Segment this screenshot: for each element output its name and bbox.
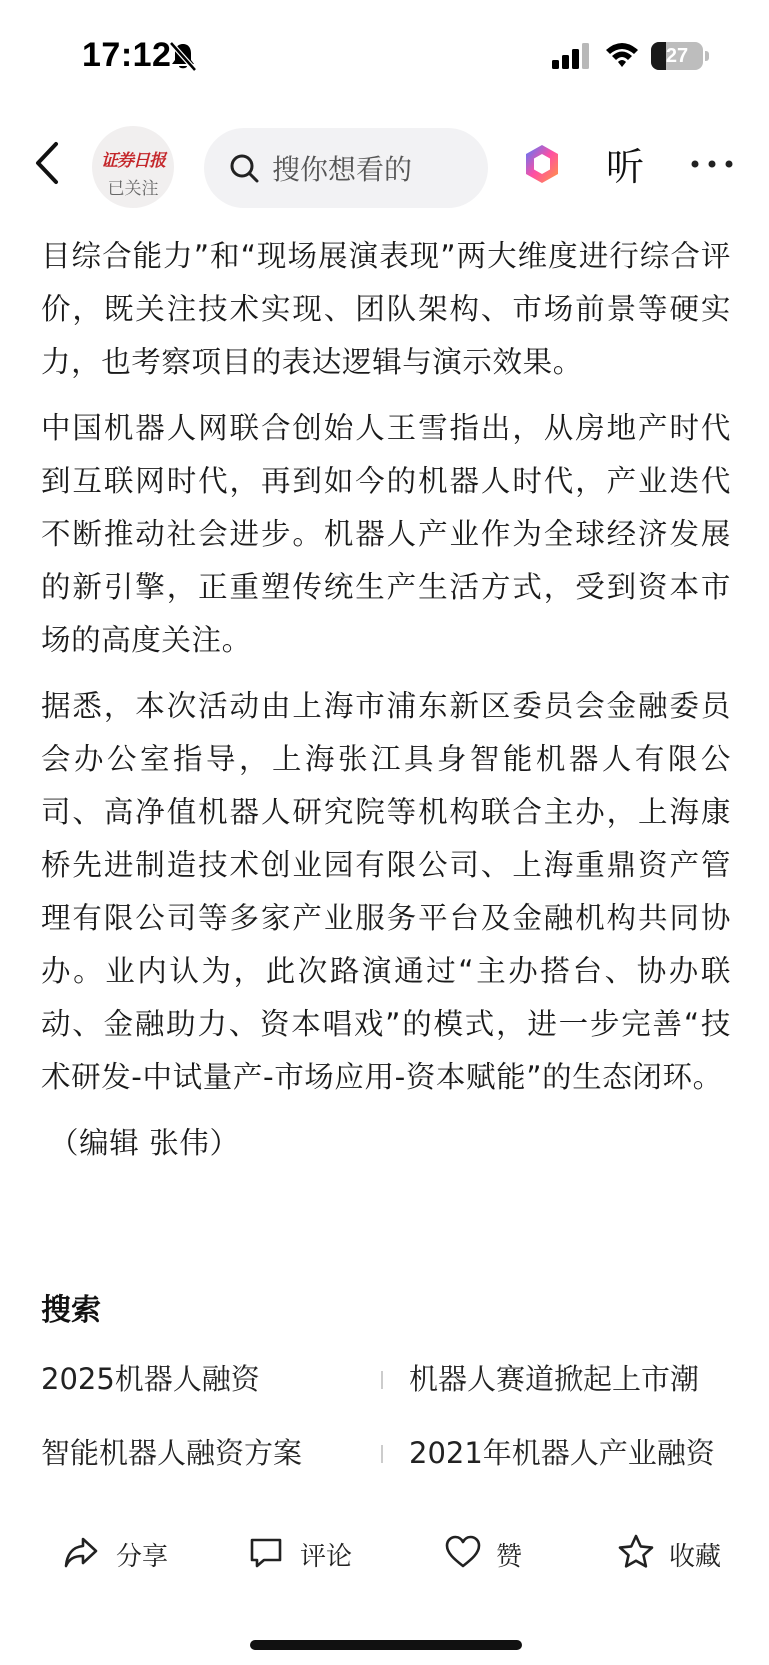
- article-paragraph: 据悉，本次活动由上海市浦东新区委员会金融委员会办公室指导，上海张江具身智能机器人有限公司、高净值机器人研究院等机构联合主办，上海康桥先进制造技术创业园有限公司、上海重鼎资产管理有限公司等多家产业服务平台及金融机构共同协办。业内认为，此次路演通过“主办搭台、协办联动、金融助力、资本唱戏”的模式，进一步完善“技术研发-中试量产-市场应用-资本赋能”的生态闭环。: [41, 689, 731, 1094]
- search-placeholder: 搜你想看的: [272, 153, 413, 186]
- home-indicator[interactable]: [250, 1640, 522, 1650]
- more-icon[interactable]: [690, 158, 734, 170]
- search-suggestion[interactable]: 机器人赛道掀起上市潮: [409, 1362, 700, 1396]
- back-button[interactable]: [28, 138, 68, 188]
- search-suggestion[interactable]: 2025机器人融资: [41, 1362, 260, 1396]
- share-button[interactable]: [62, 1520, 172, 1590]
- account-avatar[interactable]: [92, 126, 174, 208]
- suggestion-divider: [381, 1371, 383, 1389]
- share-icon: [62, 1533, 100, 1571]
- battery-cap: [705, 51, 709, 61]
- battery-level: 27: [665, 45, 689, 67]
- favorite-label: 收藏: [669, 1542, 722, 1572]
- bottom-action-bar: [0, 1520, 769, 1590]
- article-paragraph: 目综合能力”和“现场展演表现”两大维度进行综合评价，既关注技术实现、团队架构、市场前景等硬实力，也考察项目的表达逻辑与演示效果。: [41, 239, 731, 379]
- favorite-button[interactable]: [617, 1520, 727, 1590]
- heart-icon: [444, 1533, 482, 1571]
- search-suggestion[interactable]: 2021年机器人产业融资: [409, 1436, 715, 1470]
- article-editor: （编辑 张伟）: [49, 1126, 240, 1160]
- comment-label: 评论: [300, 1542, 353, 1572]
- wifi-icon: [604, 40, 640, 70]
- signal-icon: [552, 43, 590, 69]
- account-logo: 证券日报: [101, 151, 165, 171]
- comment-button[interactable]: [247, 1520, 357, 1590]
- listen-button[interactable]: 听: [606, 145, 645, 189]
- article-body: [41, 230, 731, 1183]
- share-label: 分享: [116, 1542, 169, 1572]
- search-icon: [228, 152, 260, 184]
- like-label: 赞: [496, 1542, 523, 1572]
- like-button[interactable]: [444, 1520, 524, 1590]
- battery-icon: [651, 42, 703, 70]
- search-heading: 搜索: [41, 1293, 101, 1328]
- article-paragraph: 中国机器人网联合创始人王雪指出，从房地产时代到互联网时代，再到如今的机器人时代，产业迭代不断推动社会进步。机器人产业作为全球经济发展的新引擎，正重塑传统生产生活方式，受到资本市场的高度关注。: [41, 411, 731, 657]
- search-input[interactable]: [204, 128, 488, 208]
- search-suggestion[interactable]: 智能机器人融资方案: [41, 1436, 303, 1470]
- status-time: 17:12: [82, 36, 172, 74]
- ai-assistant-icon[interactable]: [520, 142, 564, 186]
- follow-status: 已关注: [107, 179, 159, 199]
- nav-bar: [0, 120, 769, 216]
- suggestion-divider: [381, 1445, 383, 1463]
- star-icon: [617, 1533, 655, 1571]
- status-bar: [0, 0, 769, 110]
- bell-muted-icon: [168, 40, 198, 72]
- comment-icon: [247, 1533, 285, 1571]
